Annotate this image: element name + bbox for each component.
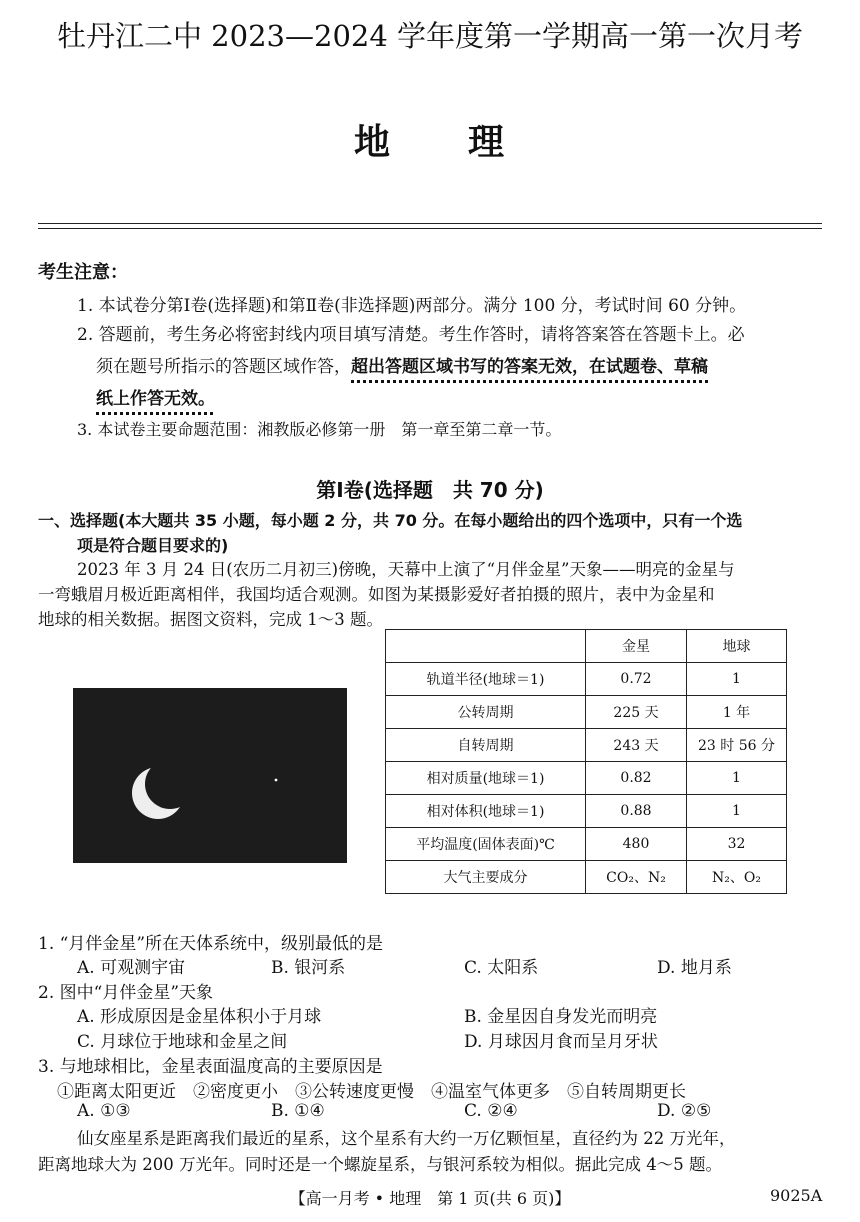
table-cell: 1 (687, 795, 787, 828)
table-cell: 23 时 56 分 (687, 729, 787, 762)
table-row (386, 861, 787, 894)
table-cell: 480 (586, 828, 687, 861)
question-3-option-b: B. ①④ (271, 1101, 325, 1121)
table-cell: CO₂、N₂ (586, 861, 687, 894)
table-row (386, 663, 787, 696)
crescent-moon (73, 688, 347, 863)
question-2-option-a: A. 形成原因是金星体积小于月球 (77, 1007, 322, 1027)
question-2-option-b: B. 金星因自身发光而明亮 (464, 1007, 658, 1027)
question-1-stem: 1. “月伴金星”所在天体系统中，级别最低的是 (38, 934, 384, 954)
passage-1-line-1: 2023 年 3 月 24 日(农历二月初三)傍晚，天幕中上演了“月伴金星”天象——明亮的金星与 (77, 560, 735, 579)
table-cell: 0.82 (586, 762, 687, 795)
table-cell: 1 (687, 762, 787, 795)
question-1-option-a: A. 可观测宇宙 (77, 958, 186, 978)
table-cell: 1 年 (687, 696, 787, 729)
crescent-moon-and-venus-image (73, 688, 347, 863)
table-cell: 1 (687, 663, 787, 696)
paper-code: 9025A (770, 1186, 823, 1205)
question-2-stem: 2. 图中“月伴金星”天象 (38, 983, 214, 1003)
question-3-option-d: D. ②⑤ (657, 1101, 712, 1121)
notice-item-2-plain: 须在题号所指示的答题区域作答， (96, 357, 351, 377)
table-cell: 0.72 (586, 663, 687, 696)
table-cell: 225 天 (586, 696, 687, 729)
question-3-option-a: A. ①③ (77, 1101, 131, 1121)
page-footer: 【高一月考 • 地理 第 1 页(共 6 页)】 (289, 1189, 571, 1208)
table-cell: 0.88 (586, 795, 687, 828)
moon-venus-photo (73, 688, 347, 863)
venus-earth-table (385, 629, 787, 894)
notice-item-2-line-3: 纸上作答无效。 (96, 389, 215, 409)
table-cell: 243 天 (586, 729, 687, 762)
notice-item-2-line-1: 2. 答题前，考生务必将密封线内项目填写清楚。考生作答时，请将答案答在答题卡上。必 (77, 325, 745, 345)
header-rule-bottom (38, 228, 822, 229)
notice-item-1: 1. 本试卷分第Ⅰ卷(选择题)和第Ⅱ卷(非选择题)两部分。满分 100 分，考试时间 60 分钟。 (77, 296, 747, 316)
table-row (386, 696, 787, 729)
table-cell: 平均温度(固体表面)℃ (386, 828, 586, 861)
section-title: 第Ⅰ卷(选择题 共 70 分) (316, 478, 544, 502)
question-3-stem: 3. 与地球相比，金星表面温度高的主要原因是 (38, 1057, 383, 1077)
table-header-cell (386, 630, 586, 663)
table-cell: 轨道半径(地球＝1) (386, 663, 586, 696)
passage-2-line-1: 仙女座星系是距离我们最近的星系，这个星系有大约一万亿颗恒星，直径约为 22 万光年， (77, 1129, 736, 1148)
table-cell: 相对体积(地球＝1) (386, 795, 586, 828)
venus-dot (275, 779, 278, 782)
table-row (386, 729, 787, 762)
header-rule-top (38, 223, 822, 224)
table-row (386, 795, 787, 828)
table-cell: 相对质量(地球＝1) (386, 762, 586, 795)
passage-1-line-3: 地球的相关数据。据图文资料，完成 1～3 题。 (38, 610, 383, 629)
section-instruction-line-1: 一、选择题(本大题共 35 小题，每小题 2 分，共 70 分。在每小题给出的四个选项中，只有一个选 (38, 511, 743, 530)
question-2-option-d: D. 月球因月食而呈月牙状 (464, 1032, 658, 1052)
table-row (386, 762, 787, 795)
subject-title: 地 理 (353, 122, 506, 163)
notice-item-2-line-2 (96, 352, 708, 377)
table-header-cell: 金星 (586, 630, 687, 663)
table-header-row (386, 630, 787, 663)
question-2-option-c: C. 月球位于地球和金星之间 (77, 1032, 288, 1052)
table-cell: 32 (687, 828, 787, 861)
question-1-option-c: C. 太阳系 (464, 958, 539, 978)
table-header-cell: 地球 (687, 630, 787, 663)
passage-1-line-2: 一弯蛾眉月极近距离相伴，我国均适合观测。如图为某摄影爱好者拍摄的照片，表中为金星和 (38, 585, 715, 604)
table-cell: 自转周期 (386, 729, 586, 762)
question-3-items: ①距离太阳更近 ②密度更小 ③公转速度更慢 ④温室气体更多 ⑤自转周期更长 (57, 1082, 686, 1102)
question-1-option-d: D. 地月系 (657, 958, 732, 978)
notice-item-3: 3. 本试卷主要命题范围：湘教版必修第一册 第一章至第二章一节。 (77, 420, 562, 439)
question-3-option-c: C. ②④ (464, 1101, 518, 1121)
notice-item-2-emphasis: 超出答题区域书写的答案无效，在试题卷、草稿 (351, 357, 708, 377)
question-1-option-b: B. 银河系 (271, 958, 346, 978)
table-cell: 大气主要成分 (386, 861, 586, 894)
table-cell: N₂、O₂ (687, 861, 787, 894)
exam-title: 牡丹江二中 2023—2024 学年度第一学期高一第一次月考 (56, 19, 804, 53)
table-cell: 公转周期 (386, 696, 586, 729)
notice-heading: 考生注意： (38, 262, 128, 283)
section-instruction-line-2: 项是符合题目要求的) (77, 536, 229, 555)
table-row (386, 828, 787, 861)
passage-2-line-2: 距离地球大为 200 万光年。同时还是一个螺旋星系，与银河系较为相似。据此完成 4～5 题。 (38, 1155, 722, 1174)
